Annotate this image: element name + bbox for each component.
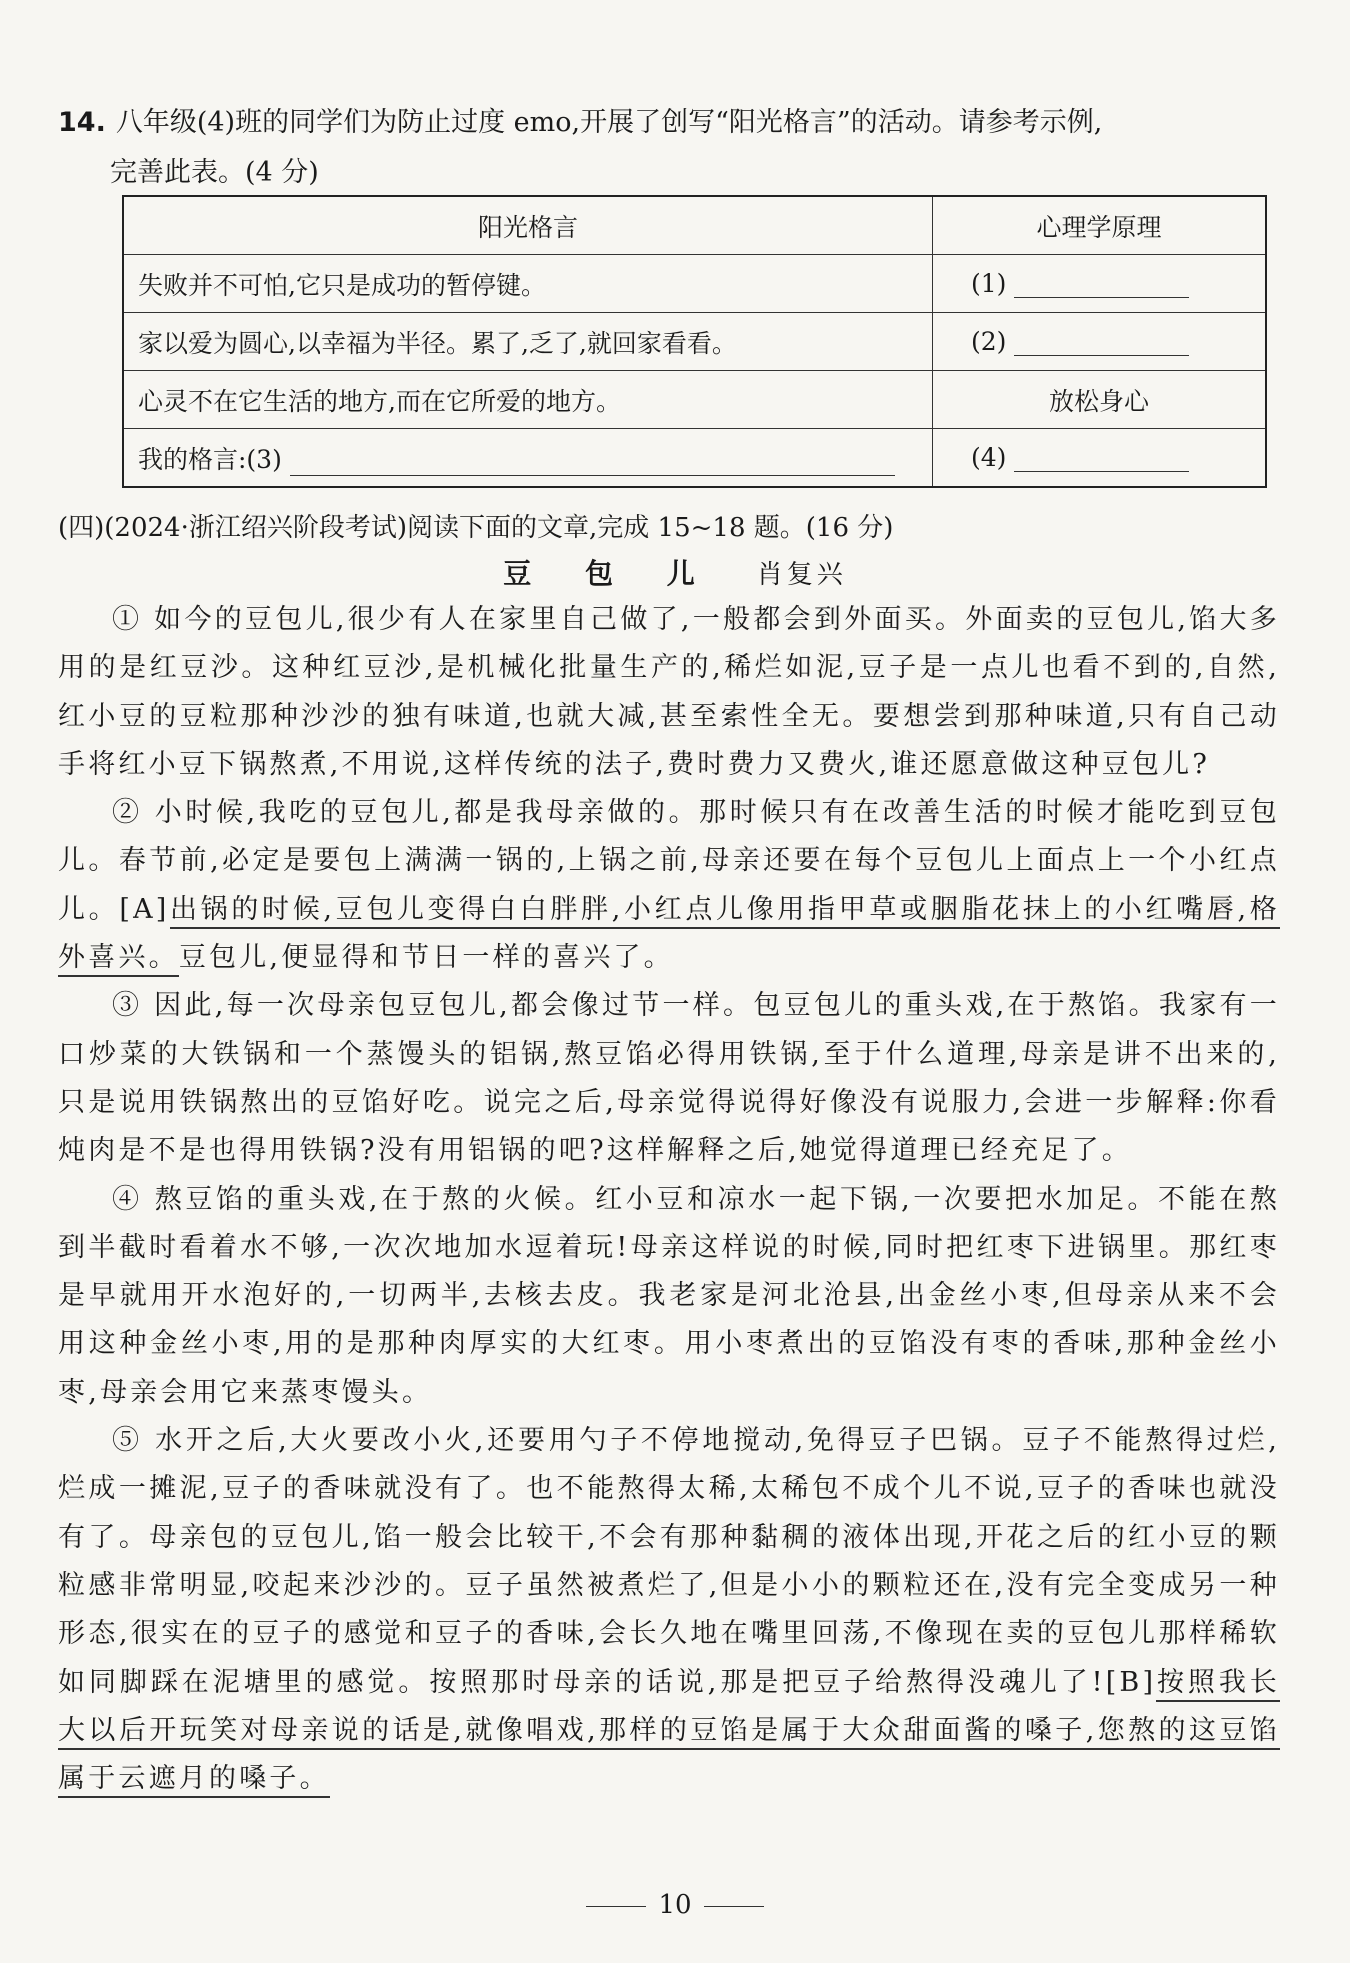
article-title: 豆 包 儿 [503, 557, 717, 590]
header-motto: 阳光格言 [123, 196, 933, 255]
footer-rule-left [586, 1906, 646, 1907]
paragraph-5-text: ⑤ 水开之后,大火要改小火,还要用勺子不停地搅动,免得豆子巴锅。豆子不能熬得过烂,烂成一摊泥,豆子的香味就没有了。也不能熬得太稀,太稀包不成个儿不说,豆子的香味也就没有了。母亲包的豆包儿,馅一般会比较干,不会有那种黏稠的液体出现,开花之后的红小豆的颗粒感非常明显,咬起来沙沙的。豆子虽然被煮烂了,但是小小的颗粒还在,没有完全变成另一种形态,很实在的豆子的感觉和豆子的香味,会长久地在嘴里回荡,不像现在卖的豆包儿那样稀软如同脚踩在泥塘里的感觉。按照那时母亲的话说,那是把豆子给熬得没魂儿了![B] [58, 1425, 1280, 1698]
paragraph-2-tail: 豆包儿,便显得和节日一样的喜兴了。 [178, 942, 674, 974]
underlined-sentence-b: 按照我长大以后开玩笑对母亲说的话是,就像唱戏,那样的豆馅是属于大众甜面酱的嗓子,您熬的这豆馅属于云遮月的嗓子。 [58, 1667, 1280, 1799]
answer-blank[interactable] [290, 447, 895, 476]
paragraph-5 [58, 1417, 1280, 1803]
motto-cell: 失败并不可怕,它只是成功的暂停键。 [123, 255, 933, 313]
page-footer [0, 1890, 1350, 1920]
header-principle: 心理学原理 [933, 196, 1267, 255]
underlined-sentence-a: 出锅的时候,豆包儿变得白白胖胖,小红点儿像用指甲草或胭脂花抹上的小红嘴唇,格外喜兴。 [58, 894, 1280, 977]
paragraph-3: ③ 因此,每一次母亲包豆包儿,都会像过节一样。包豆包儿的重头戏,在于熬馅。我家有一口炒菜的大铁锅和一个蒸馒头的铝锅,熬豆馅必得用铁锅,至于什么道理,母亲是讲不出来的,只是说用铁锅熬出的豆馅好吃。说完之后,母亲觉得说得好像没有说服力,会进一步解释:你看炖肉是不是也得用铁锅?没有用铝锅的吧?这样解释之后,她觉得道理已经充足了。 [58, 990, 1280, 1167]
footer-rule-right [704, 1906, 764, 1907]
question-text: 八年级(4)班的同学们为防止过度 emo,开展了创写“阳光格言”的活动。请参考示例, [115, 107, 1103, 138]
table-row [123, 313, 1266, 371]
answer-blank[interactable] [1014, 269, 1189, 298]
principle-cell[interactable] [933, 313, 1267, 371]
paragraph-2-text: ② 小时候,我吃的豆包儿,都是我母亲做的。那时候只有在改善生活的时候才能吃到豆包儿。春节前,必定是要包上满满一锅的,上锅之前,母亲还要在每个豆包儿上面点上一个小红点儿。[A] [58, 797, 1280, 925]
question-14 [58, 98, 1290, 198]
article-author: 肖复兴 [756, 560, 847, 590]
principle-cell[interactable] [933, 255, 1267, 313]
motto-cell[interactable] [123, 429, 933, 488]
question-14-line1 [58, 98, 1290, 148]
article-body [58, 596, 1280, 1803]
principle-cell: 放松身心 [933, 371, 1267, 429]
question-number: 14. [58, 107, 106, 138]
page-number: 10 [658, 1890, 692, 1920]
article-title-block [0, 552, 1350, 597]
table-row [123, 429, 1266, 488]
motto-cell: 心灵不在它生活的地方,而在它所爱的地方。 [123, 371, 933, 429]
blank-label: (4) [971, 443, 1007, 472]
motto-cell: 家以爱为圆心,以幸福为半径。累了,乏了,就回家看看。 [123, 313, 933, 371]
paragraph-1: ① 如今的豆包儿,很少有人在家里自己做了,一般都会到外面买。外面卖的豆包儿,馅大多用的是红豆沙。这种红豆沙,是机械化批量生产的,稀烂如泥,豆子是一点儿也看不到的,自然,红小豆的豆粒那种沙沙的独有味道,也就大减,甚至索性全无。要想尝到那种味道,只有自己动手将红小豆下锅熬煮,不用说,这样传统的法子,费时费力又费火,谁还愿意做这种豆包儿? [58, 604, 1280, 780]
question-text-line2: 完善此表。(4 分) [110, 157, 319, 188]
table-row [123, 255, 1266, 313]
table-row [123, 371, 1266, 429]
principle-cell[interactable] [933, 429, 1267, 488]
my-motto-label: 我的格言:(3) [138, 444, 282, 474]
section-heading: (四)(2024·浙江绍兴阶段考试)阅读下面的文章,完成 15~18 题。(16 分) [58, 513, 894, 543]
motto-table [122, 195, 1267, 488]
table-header-row [123, 196, 1266, 255]
answer-blank[interactable] [1014, 327, 1189, 356]
answer-blank[interactable] [1014, 443, 1189, 472]
blank-label: (1) [971, 269, 1007, 298]
paragraph-2 [58, 789, 1280, 982]
blank-label: (2) [971, 327, 1007, 356]
paragraph-4: ④ 熬豆馅的重头戏,在于熬的火候。红小豆和凉水一起下锅,一次要把水加足。不能在熬到半截时看着水不够,一次次地加水逗着玩!母亲这样说的时候,同时把红枣下进锅里。那红枣是早就用开水泡好的,一切两半,去核去皮。我老家是河北沧县,出金丝小枣,但母亲从来不会用这种金丝小枣,用的是那种肉厚实的大红枣。用小枣煮出的豆馅没有枣的香味,那种金丝小枣,母亲会用它来蒸枣馒头。 [58, 1183, 1280, 1408]
